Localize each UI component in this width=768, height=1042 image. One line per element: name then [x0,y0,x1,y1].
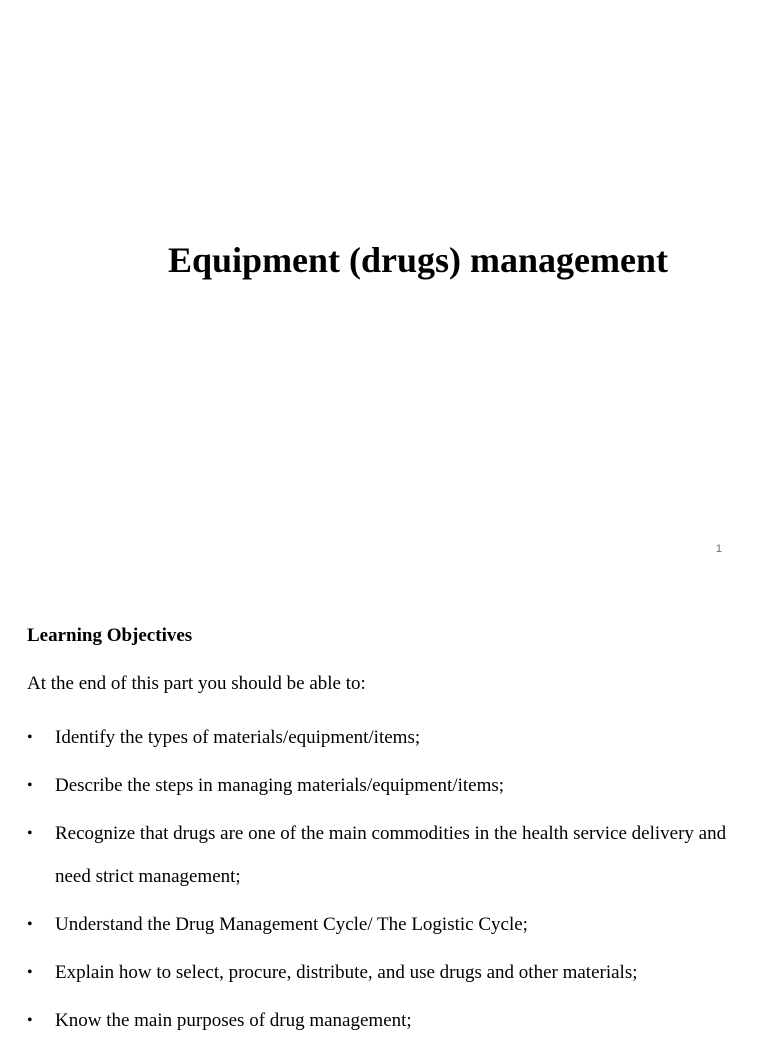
slide-title: Equipment (drugs) management [167,240,669,280]
objective-text: Explain how to select, procure, distribute, and use drugs and other materials; [55,962,638,983]
objective-text: Understand the Drug Management Cycle/ The Logistic Cycle; [55,914,528,935]
objective-text: Describe the steps in managing materials/equipment/items; [55,775,505,796]
list-item [27,951,747,994]
bullet-icon: • [27,825,33,842]
section-heading: Learning Objectives [27,625,193,646]
objective-text: Know the main purposes of drug management; [55,1010,412,1031]
list-item [27,999,747,1042]
intro-text: At the end of this part you should be able to: [27,673,366,694]
objective-text: Identify the types of materials/equipment/items; [55,727,421,748]
bullet-icon: • [27,777,33,794]
bullet-icon: • [27,916,33,933]
learning-objectives-section [27,622,747,1042]
bullet-icon: • [27,964,33,981]
slide-page-number: 1 [715,543,722,555]
objective-text: Recognize that drugs are one of the main commodities in the health service delivery and need strict management; [55,823,727,887]
bullet-icon: • [27,729,33,746]
list-item [27,903,747,946]
bullet-icon: • [27,1012,33,1029]
objectives-list [27,716,747,1042]
list-item [27,812,747,898]
list-item [27,716,747,759]
list-item [27,764,747,807]
